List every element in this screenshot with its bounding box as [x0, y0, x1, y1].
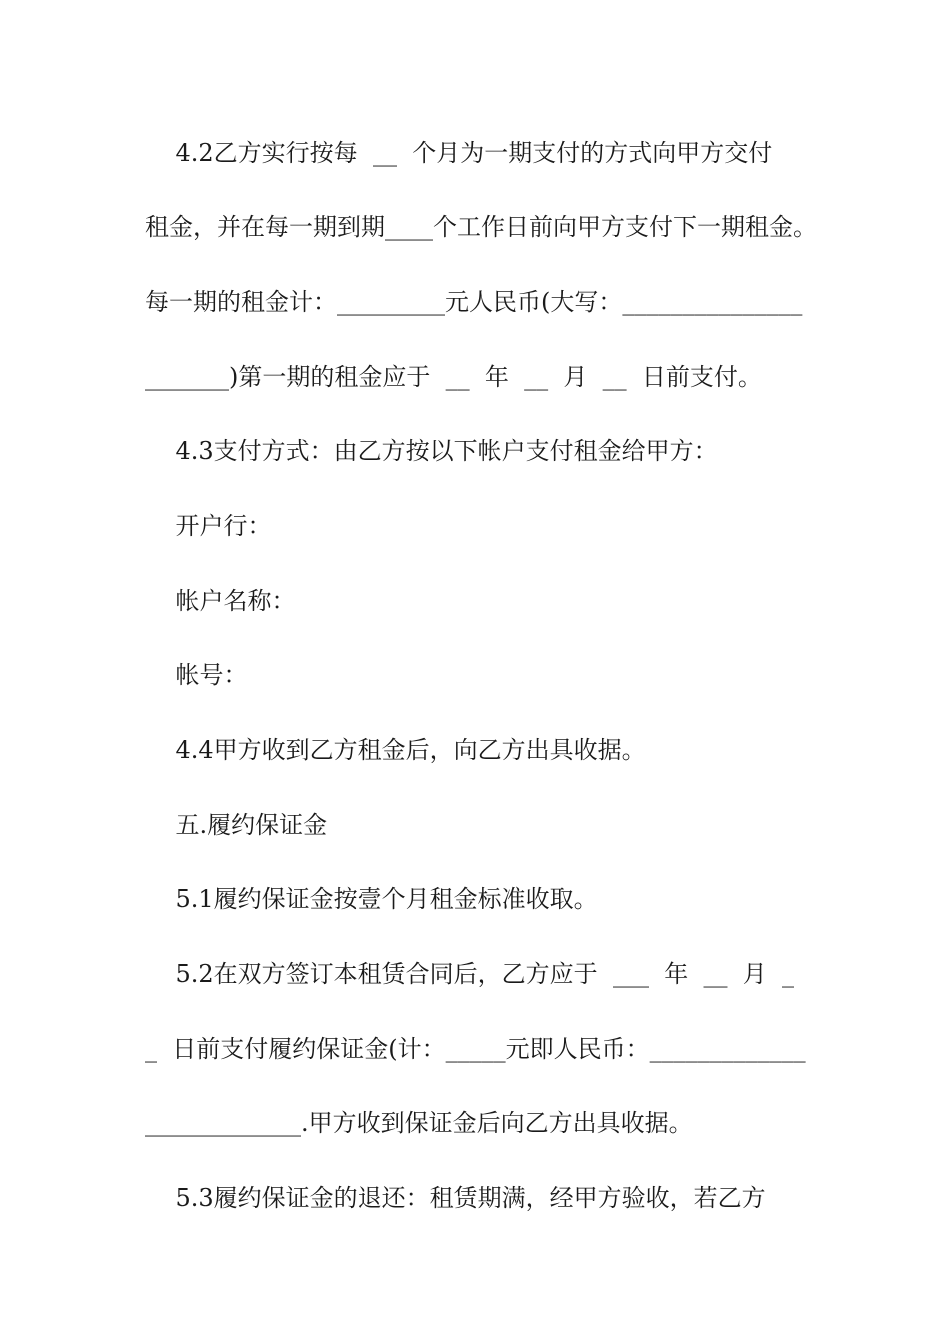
text-line-6: 开户行： — [145, 512, 272, 540]
text-line-12: 5.2在双方签订本租赁合同后，乙方应于 ___ 年 __ 月 _ — [145, 960, 794, 988]
text-line-8: 帐号： — [145, 661, 248, 689]
text-line-4: _______)第一期的租金应于 __ 年 __ 月 __ 日前支付。 — [145, 363, 762, 391]
text-line-11: 5.1履约保证金按壹个月租金标准收取。 — [145, 885, 598, 913]
section-heading-5: 五.履约保证金 — [145, 811, 328, 839]
text-line-3: 每一期的租金计：_________元人民币(大写：_______________ — [145, 288, 803, 316]
text-line-5: 4.3支付方式：由乙方按以下帐户支付租金给甲方： — [145, 437, 718, 465]
text-line-2: 租金，并在每一期到期____个工作日前向甲方支付下一期租金。 — [145, 213, 817, 241]
text-line-9: 4.4甲方收到乙方租金后，向乙方出具收据。 — [145, 736, 646, 764]
text-line-14: _____________.甲方收到保证金后向乙方出具收据。 — [145, 1109, 693, 1137]
text-line-13: _ 日前支付履约保证金(计：_____元即人民币：_____________ — [145, 1035, 806, 1063]
text-line-7: 帐户名称： — [145, 587, 296, 615]
text-line-1: 4.2乙方实行按每 __ 个月为一期支付的方式向甲方交付 — [145, 139, 773, 167]
text-line-15: 5.3履约保证金的退还：租赁期满，经甲方验收，若乙方 — [145, 1184, 766, 1212]
